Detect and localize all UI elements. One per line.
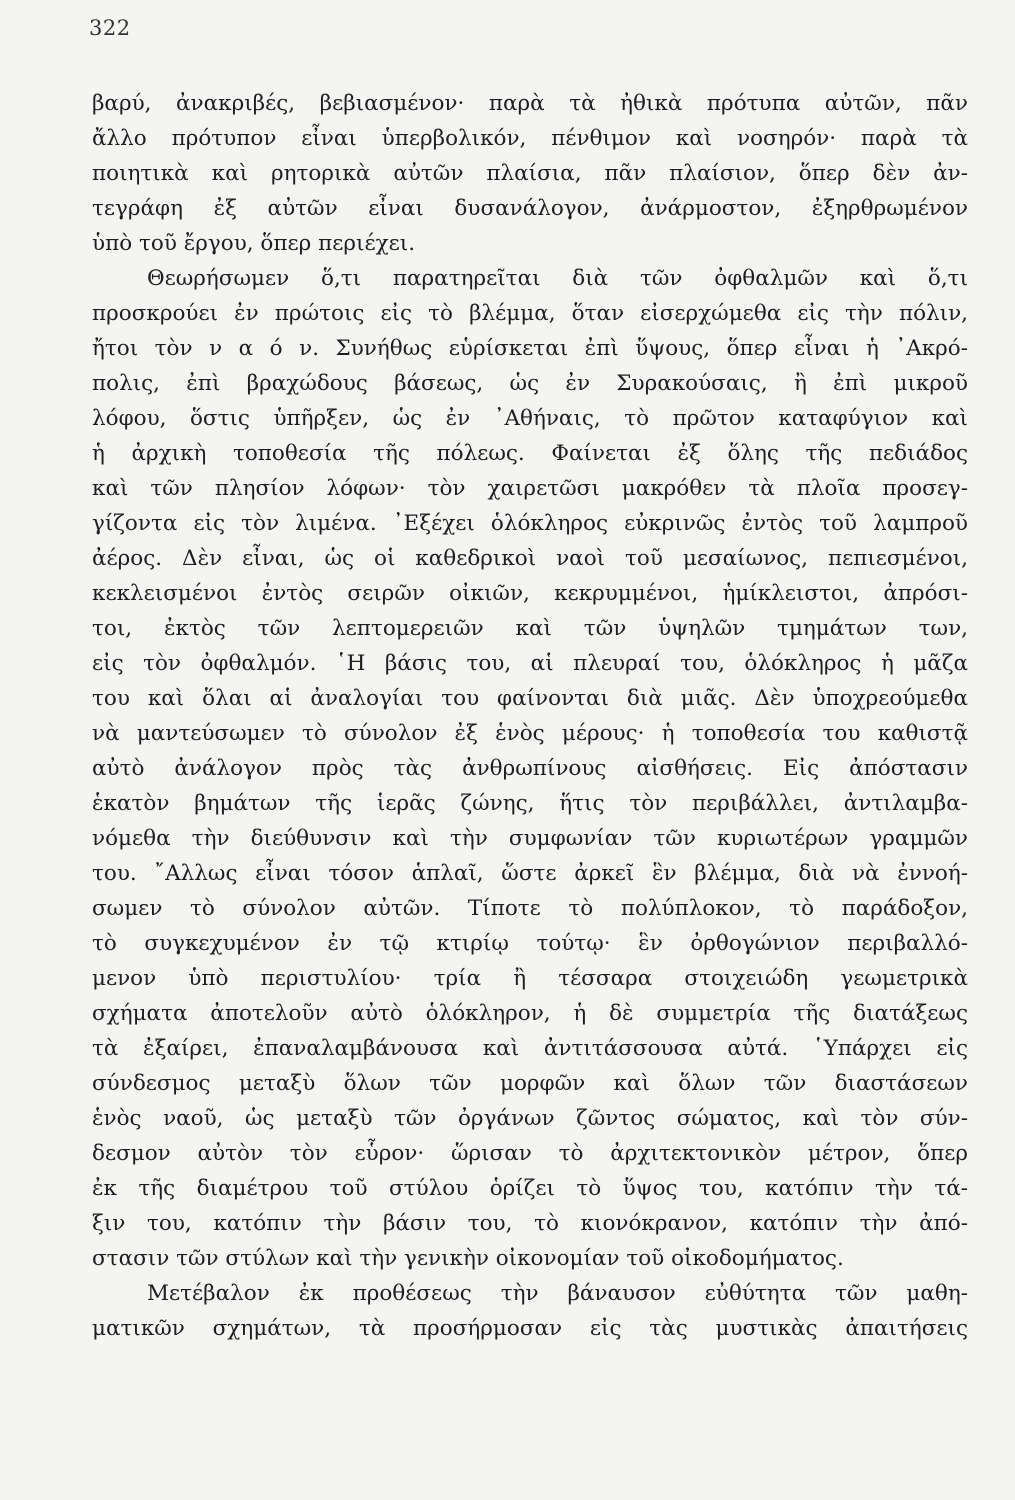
text-line: ματικῶν σχημάτων, τὰ προσήρμοσαν εἰς τὰς μυστικὰς ἀπαιτήσεις [92,1316,968,1341]
text-line: του. ῎Αλλως εἶναι τόσον ἁπλαῖ, ὥστε ἀρκεῖ ἓν βλέμμα, διὰ νὰ ἐννοή- [92,861,968,886]
text-line: ξιν του, κατόπιν τὴν βάσιν του, τὸ κιονόκρανον, κατόπιν τὴν ἀπό- [92,1211,968,1236]
text-line: σχήματα ἀποτελοῦν αὐτὸ ὁλόκληρον, ἡ δὲ συμμετρία τῆς διατάξεως [92,1001,968,1026]
text-line: σωμεν τὸ σύνολον αὐτῶν. Τίποτε τὸ πολύπλοκον, τὸ παράδοξον, [92,896,968,921]
text-line: ἀέρος. Δὲν εἶναι, ὡς οἱ καθεδρικοὶ ναοὶ τοῦ μεσαίωνος, πεπιεσμένοι, [92,546,968,571]
text-line: δεσμον αὐτὸν τὸν εὗρον· ὥρισαν τὸ ἀρχιτεκτονικὸν μέτρον, ὅπερ [92,1141,968,1166]
text-line: γίζοντα εἰς τὸν λιμένα. ᾿Εξέχει ὁλόκληρος εὐκρινῶς ἐντὸς τοῦ λαμπροῦ [92,511,968,536]
text-line: τοι, ἐκτὸς τῶν λεπτομερειῶν καὶ τῶν ὑψηλῶν τμημάτων των, [92,616,968,641]
paragraph-start-line: Μετέβαλον ἐκ προθέσεως τὴν βάναυσον εὐθύτητα τῶν μαθη- [147,1281,968,1306]
body-text [92,86,968,1346]
paragraph-start-line: Θεωρήσωμεν ὅ,τι παρατηρεῖται διὰ τῶν ὀφθαλμῶν καὶ ὅ,τι [147,266,968,291]
text-line: ἄλλο πρότυπον εἶναι ὑπερβολικόν, πένθιμον καὶ νοσηρόν· παρὰ τὰ [92,126,968,151]
text-line: ἑκατὸν βημάτων τῆς ἱερᾶς ζώνης, ἥτις τὸν περιβάλλει, ἀντιλαμβα- [92,791,968,816]
text-line: τὰ ἐξαίρει, ἐπαναλαμβάνουσα καὶ ἀντιτάσσουσα αὐτά. ῾Υπάρχει εἰς [92,1036,968,1061]
text-line: ἑνὸς ναοῦ, ὡς μεταξὺ τῶν ὀργάνων ζῶντος σώματος, καὶ τὸν σύν- [92,1106,968,1131]
paragraph-end-line: ὑπὸ τοῦ ἔργου, ὅπερ περιέχει. [92,231,416,256]
text-line: βαρύ, ἀνακριβές, βεβιασμένον· παρὰ τὰ ἠθικὰ πρότυπα αὐτῶν, πᾶν [92,91,968,116]
text-line: ποιητικὰ καὶ ρητορικὰ αὐτῶν πλαίσια, πᾶν πλαίσιον, ὅπερ δὲν ἀν- [92,161,968,186]
text-line: του καὶ ὅλαι αἱ ἀναλογίαι του φαίνονται διὰ μιᾶς. Δὲν ὑποχρεούμεθα [92,686,968,711]
text-line: τεγράφη ἐξ αὐτῶν εἶναι δυσανάλογον, ἀνάρμοστον, ἐξηρθρωμένον [92,196,968,221]
text-line: πολις, ἐπὶ βραχώδους βάσεως, ὡς ἐν Συρακούσαις, ἢ ἐπὶ μικροῦ [92,371,968,396]
text-line: λόφου, ὅστις ὑπῆρξεν, ὡς ἐν ᾿Αθήναις, τὸ πρῶτον καταφύγιον καὶ [92,406,968,431]
text-line: εἰς τὸν ὀφθαλμόν. ῾Η βάσις του, αἱ πλευραί του, ὁλόκληρος ἡ μᾶζα [92,651,968,676]
text-line: καὶ τῶν πλησίον λόφων· τὸν χαιρετῶσι μακρόθεν τὰ πλοῖα προσεγ- [92,476,968,501]
text-line: σύνδεσμος μεταξὺ ὅλων τῶν μορφῶν καὶ ὅλων τῶν διαστάσεων [92,1071,968,1096]
text-line: νὰ μαντεύσωμεν τὸ σύνολον ἐξ ἑνὸς μέρους· ἡ τοποθεσία του καθιστᾷ [92,721,968,746]
text-line: ἤτοι τὸν ν α ό ν. Συνήθως εὑρίσκεται ἐπὶ ὕψους, ὅπερ εἶναι ἡ ᾿Ακρό- [92,336,968,361]
page-number: 322 [89,16,131,40]
text-line: προσκρούει ἐν πρώτοις εἰς τὸ βλέμμα, ὅταν εἰσερχώμεθα εἰς τὴν πόλιν, [92,301,968,326]
text-line: τὸ συγκεχυμένον ἐν τῷ κτιρίῳ τούτῳ· ἓν ὀρθογώνιον περιβαλλό- [92,931,968,956]
text-line: ἐκ τῆς διαμέτρου τοῦ στύλου ὁρίζει τὸ ὕψος του, κατόπιν τὴν τά- [92,1176,968,1201]
text-line: μενον ὑπὸ περιστυλίου· τρία ἢ τέσσαρα στοιχειώδη γεωμετρικὰ [92,966,968,991]
text-line: κεκλεισμένοι ἐντὸς σειρῶν οἰκιῶν, κεκρυμμένοι, ἡμίκλειστοι, ἀπρόσι- [92,581,968,606]
text-line: αὐτὸ ἀνάλογον πρὸς τὰς ἀνθρωπίνους αἰσθήσεις. Εἰς ἀπόστασιν [92,756,968,781]
paragraph-end-line: στασιν τῶν στύλων καὶ τὴν γενικὴν οἰκονομίαν τοῦ οἰκοδομήματος. [92,1246,844,1271]
text-line: ἡ ἀρχικὴ τοποθεσία τῆς πόλεως. Φαίνεται ἐξ ὅλης τῆς πεδιάδος [92,441,968,466]
text-line: νόμεθα τὴν διεύθυνσιν καὶ τὴν συμφωνίαν τῶν κυριωτέρων γραμμῶν [92,826,968,851]
